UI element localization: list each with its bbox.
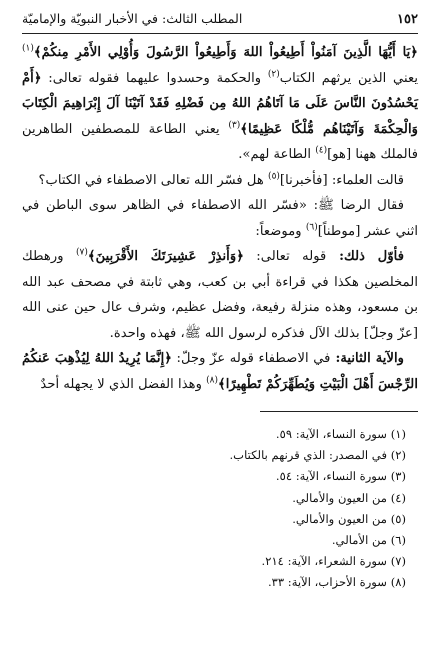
paragraph xyxy=(22,168,418,194)
text-run: قالت العلماء: [فأخبرنا] xyxy=(279,172,404,188)
footnote: (٦) من الأمالي. xyxy=(331,533,406,548)
footnotes xyxy=(22,424,418,594)
paragraph xyxy=(22,193,418,244)
footnote-ref: (٢) xyxy=(267,69,280,80)
page-header xyxy=(22,10,418,34)
text-run: وموضعاً: xyxy=(255,223,306,239)
footnote-ref: (٥) xyxy=(268,171,280,182)
text-run: الطاعة لهم». xyxy=(238,147,316,162)
footnote-ref: (٦) xyxy=(305,222,318,233)
footnote-ref: (٣) xyxy=(228,120,241,131)
running-title: المطلب الثالث: في الأخبار النبويّة والإماميّة xyxy=(22,11,243,26)
text-run: يعني الطاعة للمصطفين الطاهرين فالملك ههنا [هو] xyxy=(22,121,418,162)
footnote: (٨) سورة الأحزاب، الآية: ٣٣. xyxy=(267,575,406,590)
quran-verse: ﴿إِنَّمَا يُرِيدُ اللهُ لِيُذْهِبَ عَنكُمُ الرِّجْسَ أَهْلَ الْبَيْتِ وَيُطَهِّرَكُمْ تَطْهِيرًا﴾ xyxy=(22,351,418,392)
paragraph xyxy=(22,346,418,397)
footnote: (٤) من العيون والأمالي. xyxy=(292,490,406,505)
footnote-ref: (٨) xyxy=(206,375,219,386)
quran-verse: ﴿وَأَنذِرْ عَشِيرَتَكَ الأَقْرَبِينَ﴾ xyxy=(87,249,244,264)
footnote: (٧) سورة الشعراء، الآية: ٢١٤. xyxy=(261,554,406,569)
text-run: قوله تعالى: xyxy=(243,249,327,264)
text-run: فقال الرضا ﷺ: «فسّر الله الاصطفاء في الظاهر سوى الباطن في اثني عشر [موطناً] xyxy=(22,198,418,239)
footnote-divider xyxy=(260,411,418,412)
text-run: ورهطك المخلصين هكذا في قراءة أبي بن كعب، وهي ثابتة في مصحف عبد الله بن مسعود، وهذه منزلة رفيعة، وفضل عظيم، وشرف عال حين عنى الله [عزّ وجلّ] بذلك الآل فذكره لرسول الله ﷺ، فهذه واحدة. xyxy=(22,249,418,341)
text-run: والحكمة وحسدوا عليهما فقوله تعالى: xyxy=(41,70,268,86)
quran-verse: ﴿أَمْ يَحْسُدُونَ النَّاسَ عَلَى مَا آتَاهُمُ اللهُ مِن فَضْلِهِ فَقَدْ آتَيْنَا آلَ إِبْرَاهِيمَ الْكِتَابَ وَالْحِكْمَةَ وَآتَيْنَاهُم مُّلْكًا عَظِيمًا﴾ xyxy=(22,70,418,137)
quran-verse: ﴿يَا أَيُّهَا الَّذِينَ آمَنُواْ أَطِيعُواْ اللهَ وَأَطِيعُواْ الرَّسُولَ وَأُوْلِي الأَمْرِ مِنكُمْ﴾ xyxy=(33,45,418,60)
main-text xyxy=(22,40,418,397)
footnote-ref: (٤) xyxy=(315,145,328,156)
section-lead: والآية الثانية: xyxy=(330,351,404,366)
footnote: (٣) سورة النساء، الآية: ٥٤. xyxy=(275,469,406,484)
text-run: هل فسّر الله تعالى الاصطفاء في الكتاب؟ xyxy=(38,172,269,188)
paragraph xyxy=(22,244,418,346)
footnote-ref: (٧) xyxy=(75,247,88,258)
text-run: في الاصطفاء قوله عزّ وجلّ: xyxy=(171,351,331,366)
footnote-ref: (١) xyxy=(22,43,34,54)
section-lead: فأوّل ذلك: xyxy=(326,249,405,264)
page-number: ١٥٢ xyxy=(397,12,418,27)
paragraph xyxy=(22,40,418,168)
footnote: (١) سورة النساء، الآية: ٥٩. xyxy=(275,427,406,441)
text-run: وهذا الفضل الذي لا يجهله أحدٌ xyxy=(40,376,207,392)
footnote: (٥) من العيون والأمالي. xyxy=(292,511,406,526)
footnote: (٢) في المصدر: الذي قرنهم بالكتاب. xyxy=(229,448,406,463)
text-run: يعني الذين يرثهم الكتاب xyxy=(279,70,418,86)
